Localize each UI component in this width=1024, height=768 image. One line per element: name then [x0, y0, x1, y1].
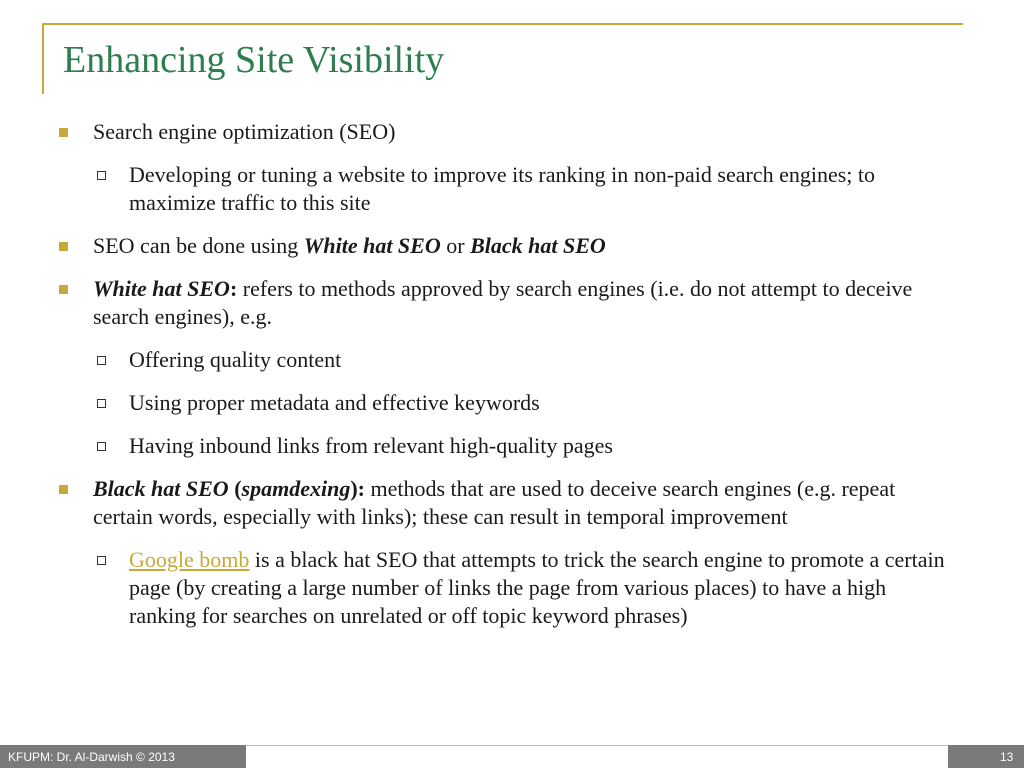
sub-bullet-text: Using proper metadata and effective keywords	[129, 390, 540, 415]
page-number: 13	[1000, 750, 1014, 764]
term-white-hat-heading: White hat SEO	[93, 276, 230, 301]
hollow-square-bullet-icon	[97, 356, 106, 365]
bullet-text-prefix: SEO can be done using	[93, 233, 304, 258]
sub-bullet-text: Offering quality content	[129, 347, 342, 372]
slide-title: Enhancing Site Visibility	[63, 39, 445, 81]
sub-bullet-text: Having inbound links from relevant high-quality pages	[129, 433, 613, 458]
term-black-hat-heading: Black hat SEO	[93, 476, 229, 501]
bullet-text: refers to methods approved by search engines (i.e. do not attempt to deceive search engines), e.g.	[93, 276, 913, 329]
title-frame-left-rule	[42, 23, 44, 94]
term-open-paren: (	[228, 476, 242, 501]
bullet-black-hat	[56, 475, 956, 531]
hollow-square-bullet-icon	[97, 556, 106, 565]
sub-bullet-google-bomb	[56, 546, 956, 630]
square-bullet-icon	[59, 242, 68, 251]
sub-bullet-seo-definition	[56, 161, 956, 217]
term-spamdexing: spamdexing	[241, 476, 351, 501]
square-bullet-icon	[59, 285, 68, 294]
hollow-square-bullet-icon	[97, 171, 106, 180]
google-bomb-link[interactable]: Google bomb	[129, 547, 250, 572]
term-black-hat: Black hat SEO	[470, 233, 606, 258]
term-colon: :	[229, 276, 238, 301]
slide-body	[56, 118, 956, 645]
square-bullet-icon	[59, 485, 68, 494]
square-bullet-icon	[59, 128, 68, 137]
term-close-paren: ):	[350, 476, 365, 501]
sub-bullet-inbound-links	[56, 432, 956, 460]
footer-credit: KFUPM: Dr. Al-Darwish © 2013	[8, 750, 175, 764]
bullet-text: methods that are used to deceive search engines (e.g. repeat certain words, especially with links); these can result in temporal improvement	[93, 476, 896, 529]
hollow-square-bullet-icon	[97, 399, 106, 408]
sub-bullet-quality-content	[56, 346, 956, 374]
bullet-text-or: or	[440, 233, 471, 258]
hollow-square-bullet-icon	[97, 442, 106, 451]
bullet-seo-methods	[56, 232, 956, 260]
sub-bullet-metadata	[56, 389, 956, 417]
term-white-hat: White hat SEO	[303, 233, 441, 258]
sub-bullet-text: Developing or tuning a website to improve its ranking in non-paid search engines; to maximize traffic to this site	[129, 162, 876, 215]
footer-mid-bar	[246, 745, 948, 768]
title-frame-top-rule	[42, 23, 963, 25]
bullet-seo	[56, 118, 956, 146]
bullet-text: Search engine optimization (SEO)	[93, 119, 396, 144]
sub-bullet-text: is a black hat SEO that attempts to trick the search engine to promote a certain page (by creating a large number of links the page from various places) to have a high ranking for searches on unrelated or off topic keyword phrases)	[129, 547, 945, 628]
bullet-white-hat	[56, 275, 956, 331]
